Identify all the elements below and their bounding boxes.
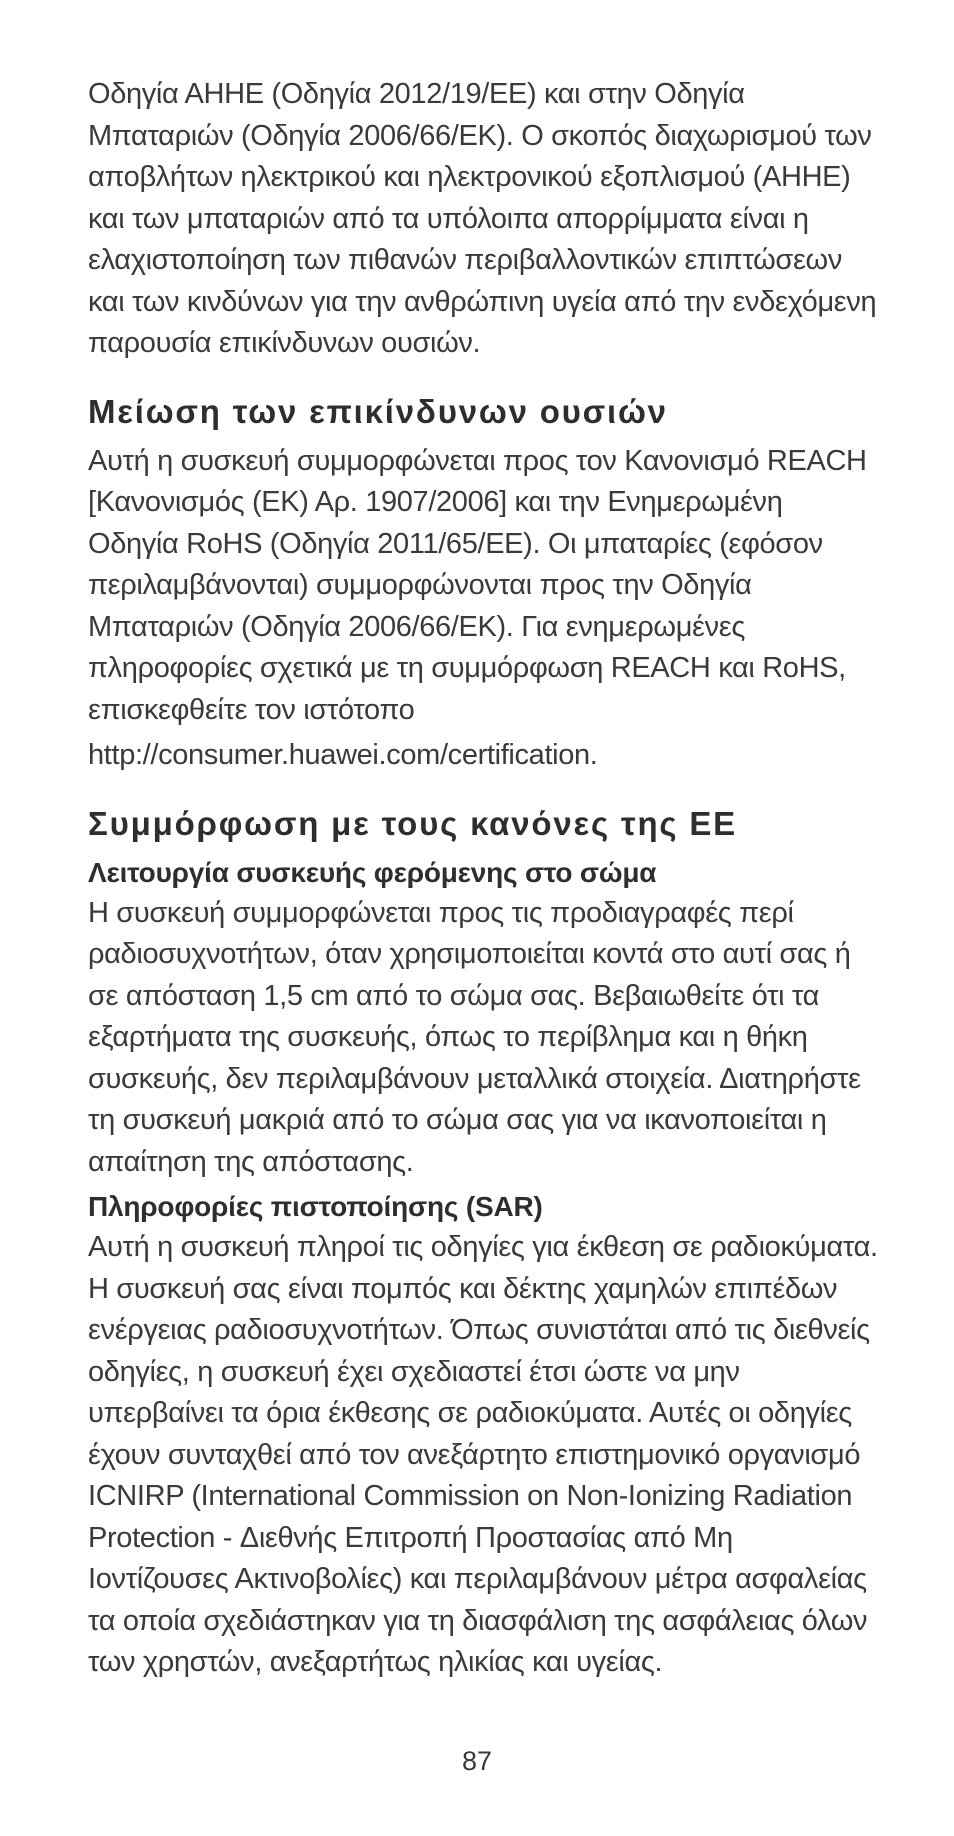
page-number: 87 (461, 1746, 493, 1776)
intro-paragraph: Οδηγία ΑΗΗΕ (Οδηγία 2012/19/ΕΕ) και στην Οδηγία Μπαταριών (Οδηγία 2006/66/ΕΚ). Ο σκοπός διαχωρισμού των αποβλήτων ηλεκτρικού και ηλεκτρονικού εξοπλισμού (ΑΗΗΕ) και των μπαταριών από τα υπόλοιπα απορρίμματα είναι η ελαχιστοποίηση των πιθανών περιβαλλοντικών επιπτώσεων και των κινδύνων για την ανθρώπινη υγεία από την ενδεχόμενη παρουσία επικίνδυνων ουσιών. (88, 78, 877, 359)
subheading-body-worn-operation: Λειτουργία συσκευής φερόμενης στο σώμα (88, 856, 657, 888)
section-heading-eu-compliance: Συμμόρφωση με τους κανόνες της ΕΕ (88, 804, 737, 842)
sar-paragraph: Αυτή η συσκευή πληροί τις οδηγίες για έκθεση σε ραδιοκύματα. Η συσκευή σας είναι πομπός και δέκτης χαμηλών επιπέδων ενέργειας ραδιοσυχνοτήτων. Όπως συνιστάται από τις διεθνείς οδηγίες, η συσκευή έχει σχεδιαστεί έτσι ώστε να μην υπερβαίνει τα όρια έκθεσης σε ραδιοκύματα. Αυτές οι οδηγίες έχουν συνταχθεί από τον ανεξάρτητο επιστημονικό οργανισμό ICNIRP (International Commission on Non-Ionizing Radiation Protection - Διεθνής Επιτροπή Προστασίας από Μη Ιοντίζουσες Ακτινοβολίες) και περιλαμβάνουν μέτρα ασφαλείας τα οποία σχεδιάστηκαν για τη διασφάλιση της ασφάλειας όλων των χρηστών, ανεξαρτήτως ηλικίας και υγείας. (88, 1231, 878, 1678)
body-worn-paragraph: Η συσκευή συμμορφώνεται προς τις προδιαγραφές περί ραδιοσυχνοτήτων, όταν χρησιμοποιείται κοντά στο αυτί σας ή σε απόσταση 1,5 cm από το σώμα σας. Βεβαιωθείτε ότι τα εξαρτήματα της συσκευής, όπως το περίβλημα και η θήκη συσκευής, δεν περιλαμβάνουν μεταλλικά στοιχεία. Διατηρήστε τη συσκευή μακριά από το σώμα σας για να ικανοποιείται η απαίτηση της απόστασης. (88, 896, 861, 1178)
certification-url[interactable]: http://consumer.huawei.com/certification. (88, 739, 598, 771)
subheading-sar-certification: Πληροφορίες πιστοποίησης (SAR) (88, 1191, 543, 1222)
hazardous-substances-paragraph: Αυτή η συσκευή συμμορφώνεται προς τον Κανονισμό REACH [Κανονισμός (ΕΚ) Αρ. 1907/2006] και την Ενημερωμένη Οδηγία RoHS (Οδηγία 2011/65/ΕΕ). Οι μπαταρίες (εφόσον περιλαμβάνονται) συμμορφώνονται προς την Οδηγία Μπαταριών (Οδηγία 2006/66/ΕΚ). Για ενημερωμένες πληροφορίες σχετικά με τη συμμόρφωση REACH και RoHS, επισκεφθείτε τον ιστότοπο (88, 444, 867, 726)
section-heading-hazardous-substances: Μείωση των επικίνδυνων ουσιών (88, 392, 668, 430)
document-page (88, 74, 908, 1684)
